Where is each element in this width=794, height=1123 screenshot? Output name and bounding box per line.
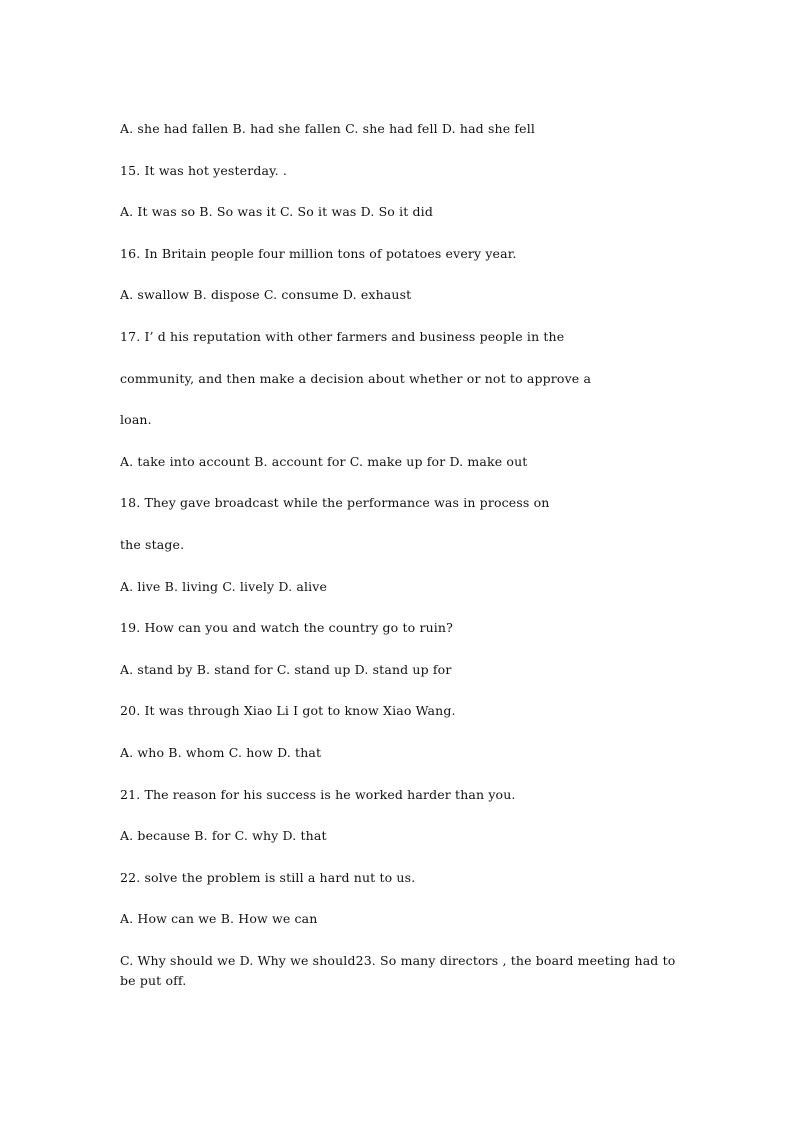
- question-16: 16. In Britain people four million tons of potatoes every year.: [120, 245, 517, 261]
- answer-options-22-part-1: A. How can we B. How we can: [120, 911, 318, 927]
- answer-options-21: A. because B. for C. why D. that: [120, 828, 327, 844]
- document-body: [120, 119, 690, 991]
- answer-options-16: A. swallow B. dispose C. consume D. exhaust: [120, 287, 412, 303]
- question-18-line-1: 18. They gave broadcast while the performance was in process on: [120, 495, 550, 511]
- question-17-line-2: community, and then make a decision about whether or not to approve a: [120, 370, 592, 386]
- answer-options-14: A. she had fallen B. had she fallen C. she had fell D. had she fell: [120, 121, 536, 136]
- answer-options-22-and-question-23: C. Why should we D. Why we should23. So many directors , the board meeting had to be put off.: [120, 952, 676, 988]
- question-21: 21. The reason for his success is he worked harder than you.: [120, 786, 516, 802]
- question-18-line-2: the stage.: [120, 536, 185, 552]
- question-17-line-3: loan.: [120, 412, 152, 428]
- answer-options-17: A. take into account B. account for C. make up for D. make out: [120, 453, 528, 469]
- question-22: 22. solve the problem is still a hard nut to us.: [120, 869, 416, 885]
- answer-options-18: A. live B. living C. lively D. alive: [120, 578, 327, 594]
- question-20: 20. It was through Xiao Li I got to know Xiao Wang.: [120, 703, 456, 719]
- answer-options-15: A. It was so B. So was it C. So it was D. So it did: [120, 204, 433, 220]
- question-17-line-1: 17. I’ d his reputation with other farmers and business people in the: [120, 328, 565, 344]
- question-15: 15. It was hot yesterday. .: [120, 162, 287, 178]
- answer-options-20: A. who B. whom C. how D. that: [120, 744, 322, 760]
- answer-options-19: A. stand by B. stand for C. stand up D. stand up for: [120, 661, 452, 677]
- question-19: 19. How can you and watch the country go to ruin?: [120, 620, 453, 636]
